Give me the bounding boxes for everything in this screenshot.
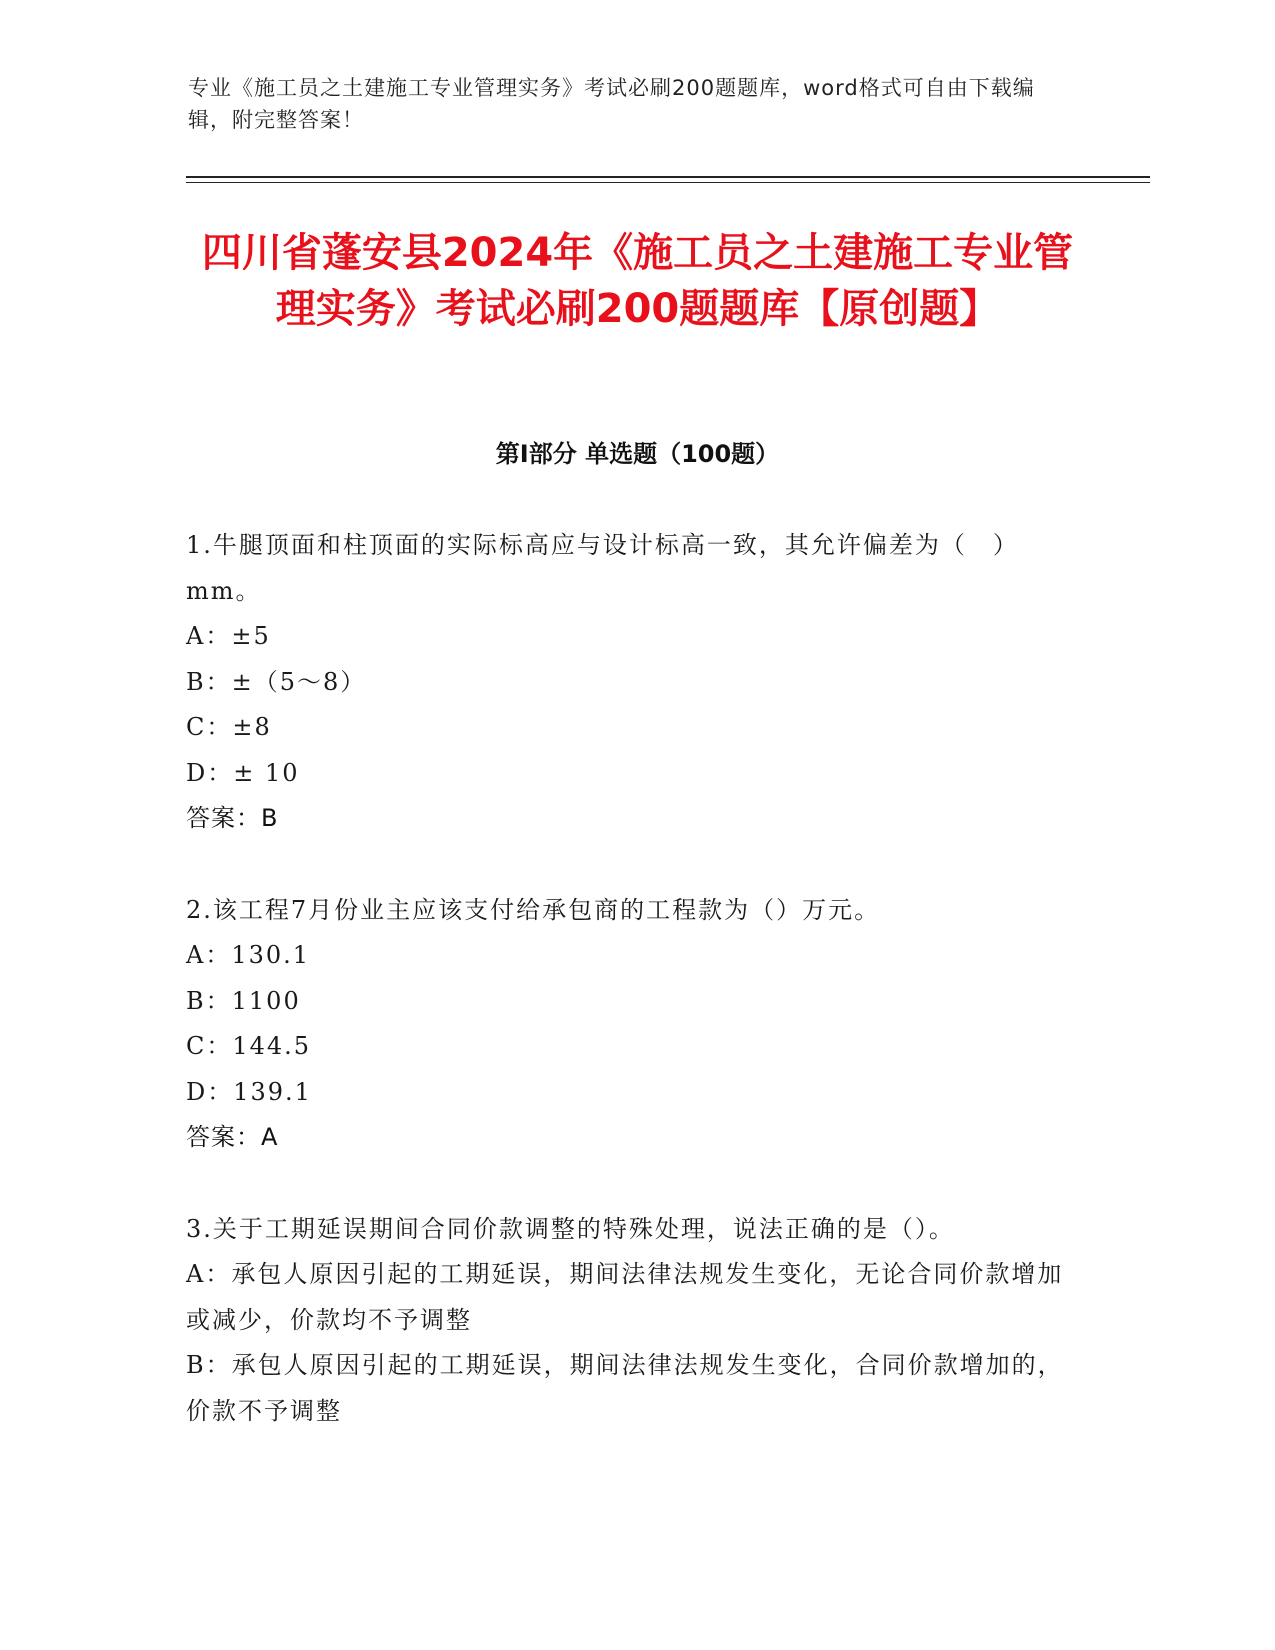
question-stem: 1.牛腿顶面和柱顶面的实际标高应与设计标高一致，其允许偏差为（ ）mm。 — [186, 531, 1019, 605]
option-b: B：承包人原因引起的工期延误，期间法律法规发生变化，合同价款增加的，价款不予调整 — [186, 1351, 1064, 1425]
option-a: A：±5 — [186, 622, 271, 650]
option-c: C：144.5 — [186, 1032, 312, 1060]
header-rule-thick — [186, 176, 1150, 178]
question-1 — [186, 523, 1066, 842]
answer-line: 答案：A — [186, 1123, 279, 1151]
document-title: 四川省蓬安县2024年《施工员之土建施工专业管理实务》考试必刷200题题库【原创题】 — [201, 230, 1074, 332]
option-b: B：±（5～8） — [186, 667, 367, 696]
question-3 — [186, 1207, 1066, 1435]
question-stem: 2.该工程7月份业主应该支付给承包商的工程款为（）万元。 — [186, 895, 881, 924]
question-stem: 3.关于工期延误期间合同价款调整的特殊处理，说法正确的是（）。 — [186, 1214, 955, 1243]
option-a: A：130.1 — [186, 941, 311, 969]
section-title: 第Ⅰ部分 单选题（100题） — [495, 440, 780, 468]
option-a: A：承包人原因引起的工期延误，期间法律法规发生变化，无论合同价款增加或减少，价款均不予调整 — [186, 1260, 1064, 1334]
option-c: C：±8 — [186, 713, 272, 741]
question-list — [186, 523, 1066, 1480]
answer-line: 答案：B — [186, 804, 279, 832]
option-b: B：1100 — [186, 986, 301, 1015]
header-rule-thin — [186, 182, 1150, 183]
option-d: D：139.1 — [186, 1077, 312, 1106]
header-note: 专业《施工员之土建施工专业管理实务》考试必刷200题题库，word格式可自由下载编辑，附完整答案！ — [188, 76, 1035, 132]
question-2 — [186, 888, 1066, 1161]
option-d: D：± 10 — [186, 758, 300, 787]
